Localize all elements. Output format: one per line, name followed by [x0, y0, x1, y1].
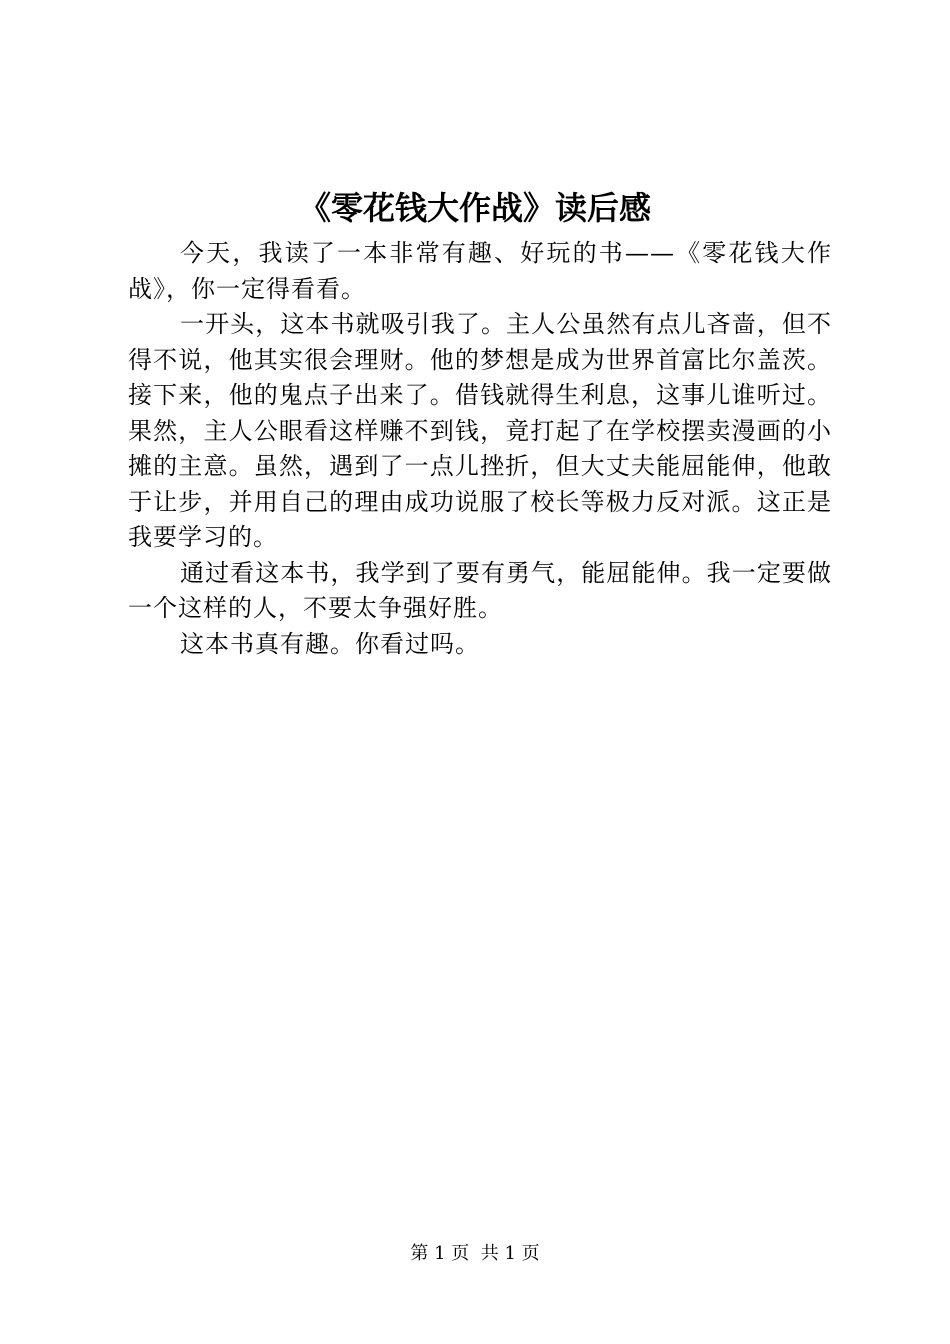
footer-spacer	[469, 1243, 480, 1264]
paragraph: 今天，我读了一本非常有趣、好玩的书——《零花钱大作战》，你一定得看看。	[128, 239, 832, 303]
document-title: 《零花钱大作战》读后感	[298, 189, 651, 227]
page-footer	[0, 1240, 950, 1268]
page-number: 第 1 页	[410, 1243, 470, 1264]
paragraph: 这本书真有趣。你看过吗。	[180, 629, 480, 658]
page-total: 共 1 页	[480, 1243, 540, 1264]
document-body	[128, 236, 832, 662]
paragraph: 一开头，这本书就吸引我了。主人公虽然有点儿吝啬，但不得不说，他其实很会理财。他的梦想是成为世界首富比尔盖茨。接下来，他的鬼点子出来了。借钱就得生利息，这事儿谁听过。果然，主人公眼看这样赚不到钱，竟打起了在学校摆卖漫画的小摊的主意。虽然，遇到了一点儿挫折，但大丈夫能屈能伸，他敢于让步，并用自己的理由成功说服了校长等极力反对派。这正是我要学习的。	[128, 310, 832, 551]
paragraph: 通过看这本书，我学到了要有勇气，能屈能伸。我一定要做一个这样的人，不要太争强好胜。	[128, 558, 832, 622]
